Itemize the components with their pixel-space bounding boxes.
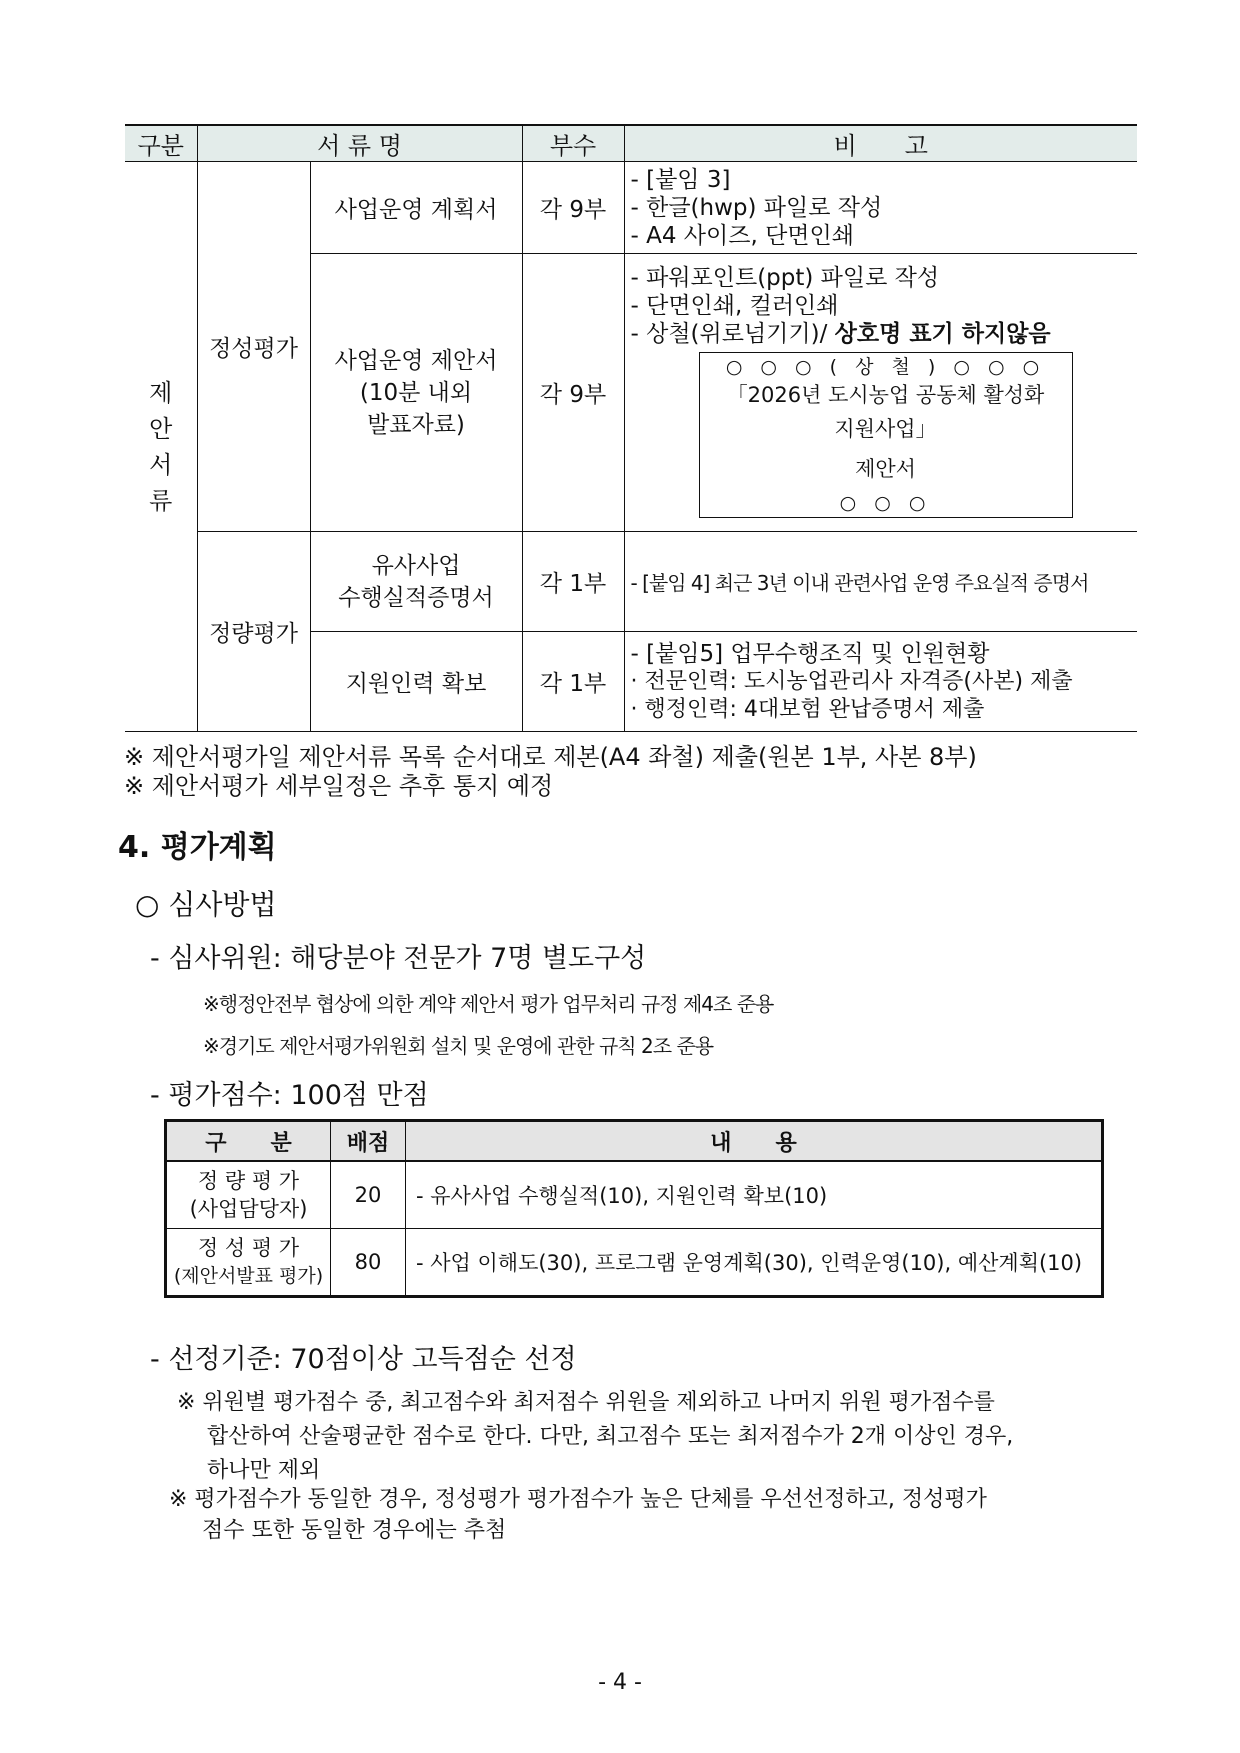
table-header-row <box>125 125 1137 162</box>
eval-category: 정 량 평 가 (사업담당자) <box>166 1161 331 1229</box>
header-points: 배점 <box>331 1121 406 1162</box>
eval-content: - 유사사업 수행실적(10), 지원인력 확보(10) <box>406 1161 1103 1229</box>
doc-name: 사업운영 계획서 <box>310 162 522 254</box>
submission-documents-table <box>125 124 1137 732</box>
eval-category: 정 성 평 가 (제안서발표 평가) <box>166 1229 331 1297</box>
doc-notes: - [붙임 3] - 한글(hwp) 파일로 작성 - A4 사이즈, 단면인쇄 <box>624 162 1137 254</box>
eval-points: 20 <box>331 1161 406 1229</box>
doc-notes: - [붙임5] 업무수행조직 및 인원현황 · 전문인력: 도시농업관리사 자격증(사본) 제출 · 행정인력: 4대보험 완납증명서 제출 <box>624 632 1137 732</box>
header-copies: 부수 <box>522 125 624 162</box>
evaluation-score-table <box>164 1119 1104 1298</box>
judge-note: ※행정안전부 협상에 의한 계약 제안서 평가 업무처리 규정 제4조 준용 <box>203 992 774 1016</box>
selection-criteria: - 선정기준: 70점이상 고득점순 선정 <box>150 1344 577 1375</box>
score-line: - 평가점수: 100점 만점 <box>150 1080 429 1111</box>
header-category: 구 분 <box>166 1121 331 1162</box>
header-content: 내 용 <box>406 1121 1103 1162</box>
doc-name: 사업운영 제안서 (10분 내외 발표자료) <box>310 254 522 532</box>
judge-note: ※경기도 제안서평가위원회 설치 및 운영에 관한 규칙 2조 준용 <box>203 1034 714 1058</box>
selection-note: ※ 위원별 평가점수 중, 최고점수와 최저점수 위원을 제외하고 나머지 위원 평가점수를 <box>177 1390 995 1415</box>
footnote: ※ 제안서평가 세부일정은 추후 통지 예정 <box>124 772 554 800</box>
group-quantitative: 정량평가 <box>197 532 310 732</box>
doc-count: 각 1부 <box>522 532 624 632</box>
doc-name: 지원인력 확보 <box>310 632 522 732</box>
doc-count: 각 9부 <box>522 162 624 254</box>
selection-note: 합산하여 산술평균한 점수로 한다. 다만, 최고점수 또는 최저점수가 2개 이상인 경우, <box>207 1424 1014 1449</box>
eval-points: 80 <box>331 1229 406 1297</box>
table-row <box>125 162 1137 254</box>
doc-count: 각 1부 <box>522 632 624 732</box>
selection-note: 점수 또한 동일한 경우에는 추첨 <box>202 1518 507 1543</box>
table-header-row <box>166 1121 1103 1162</box>
cover-sample-box: ○ ○ ○ ( 상 철 ) ○ ○ ○ 「2026년 도시농업 공동체 활성화 지원사업」 제안서 ○ ○ ○ <box>699 352 1073 518</box>
table-row <box>166 1161 1103 1229</box>
section-title: 4. 평가계획 <box>118 830 277 865</box>
header-doc-name: 서 류 명 <box>197 125 522 162</box>
table-row <box>166 1229 1103 1297</box>
subsection-title: ○ 심사방법 <box>135 888 277 921</box>
category-cell: 제 안 서 류 <box>125 162 197 732</box>
footnote: ※ 제안서평가일 제안서류 목록 순서대로 제본(A4 좌철) 제출(원본 1부, 사본 8부) <box>124 743 977 771</box>
header-category: 구분 <box>125 125 197 162</box>
doc-notes: - 파워포인트(ppt) 파일로 작성 - 단면인쇄, 컬러인쇄 - 상철(위로넘기기)/ 상호명 표기 하지않음 ○ ○ ○ ( 상 철 ) ○ ○ ○ 「2026년 도시농업 공동체 활성화 지원사업」 제안서 ○ ○ ○ <box>624 254 1137 532</box>
doc-notes: - [붙임 4] 최근 3년 이내 관련사업 운영 주요실적 증명서 <box>624 532 1137 632</box>
header-remarks: 비 고 <box>624 125 1137 162</box>
eval-content: - 사업 이해도(30), 프로그램 운영계획(30), 인력운영(10), 예산계획(10) <box>406 1229 1103 1297</box>
doc-name: 유사사업 수행실적증명서 <box>310 532 522 632</box>
selection-note: ※ 평가점수가 동일한 경우, 정성평가 평가점수가 높은 단체를 우선선정하고, 정성평가 <box>169 1487 987 1512</box>
table-row <box>125 532 1137 632</box>
doc-count: 각 9부 <box>522 254 624 532</box>
page-number: - 4 - <box>598 1670 642 1695</box>
selection-note: 하나만 제외 <box>207 1458 321 1483</box>
judges-line: - 심사위원: 해당분야 전문가 7명 별도구성 <box>150 943 647 974</box>
group-qualitative: 정성평가 <box>197 162 310 532</box>
